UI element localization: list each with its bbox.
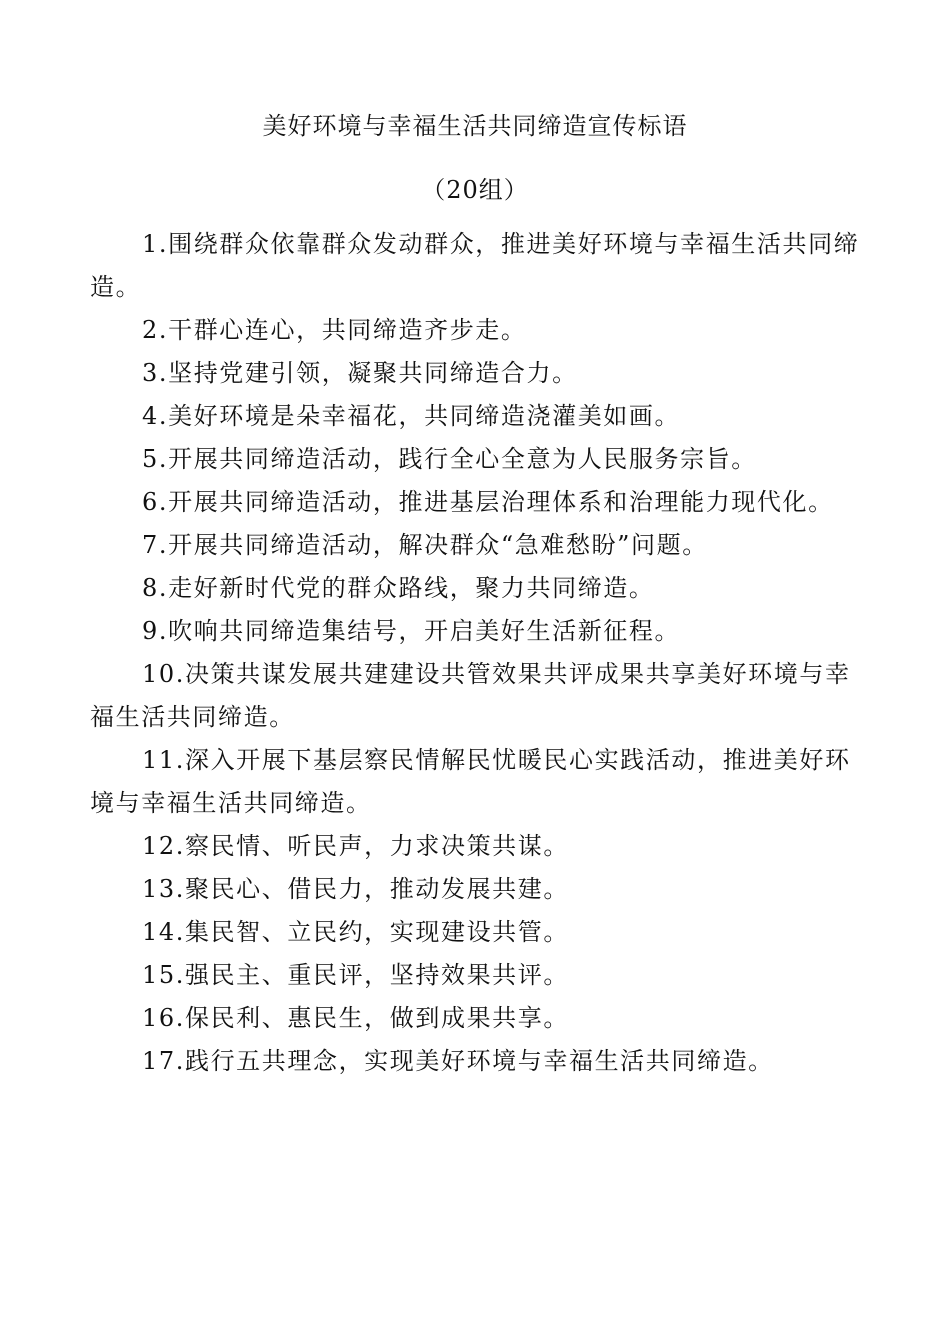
slogan-item: 9.吹响共同缔造集结号，开启美好生活新征程。 <box>142 617 681 645</box>
slogan-item: 2.干群心连心，共同缔造齐步走。 <box>142 316 527 344</box>
slogan-item: 14.集民智、立民约，实现建设共管。 <box>142 918 569 946</box>
slogan-item: 10.决策共谋发展共建建设共管效果共评成果共享美好环境与幸福生活共同缔造。 <box>90 660 851 731</box>
slogan-list <box>90 223 870 1083</box>
slogan-item: 7.开展共同缔造活动，解决群众“急难愁盼”问题。 <box>142 531 708 559</box>
slogan-item: 4.美好环境是朵幸福花，共同缔造浇灌美如画。 <box>142 402 681 430</box>
page-subtitle: （20组） <box>421 176 529 204</box>
slogan-item: 11.深入开展下基层察民情解民忧暖民心实践活动，推进美好环境与幸福生活共同缔造。 <box>90 746 851 817</box>
slogan-item: 16.保民利、惠民生，做到成果共享。 <box>142 1004 569 1032</box>
slogan-item: 15.强民主、重民评，坚持效果共评。 <box>142 961 569 989</box>
slogan-item: 3.坚持党建引领，凝聚共同缔造合力。 <box>142 359 578 387</box>
slogan-item: 6.开展共同缔造活动，推进基层治理体系和治理能力现代化。 <box>142 488 834 516</box>
slogan-item: 1.围绕群众依靠群众发动群众，推进美好环境与幸福生活共同缔造。 <box>90 230 860 301</box>
page-title: 美好环境与幸福生活共同缔造宣传标语 <box>262 112 688 140</box>
slogan-item: 13.聚民心、借民力，推动发展共建。 <box>142 875 569 903</box>
slogan-item: 17.践行五共理念，实现美好环境与幸福生活共同缔造。 <box>142 1047 774 1075</box>
slogan-item: 12.察民情、听民声，力求决策共谋。 <box>142 832 569 860</box>
slogan-item: 5.开展共同缔造活动，践行全心全意为人民服务宗旨。 <box>142 445 757 473</box>
slogan-item: 8.走好新时代党的群众路线，聚力共同缔造。 <box>142 574 655 602</box>
